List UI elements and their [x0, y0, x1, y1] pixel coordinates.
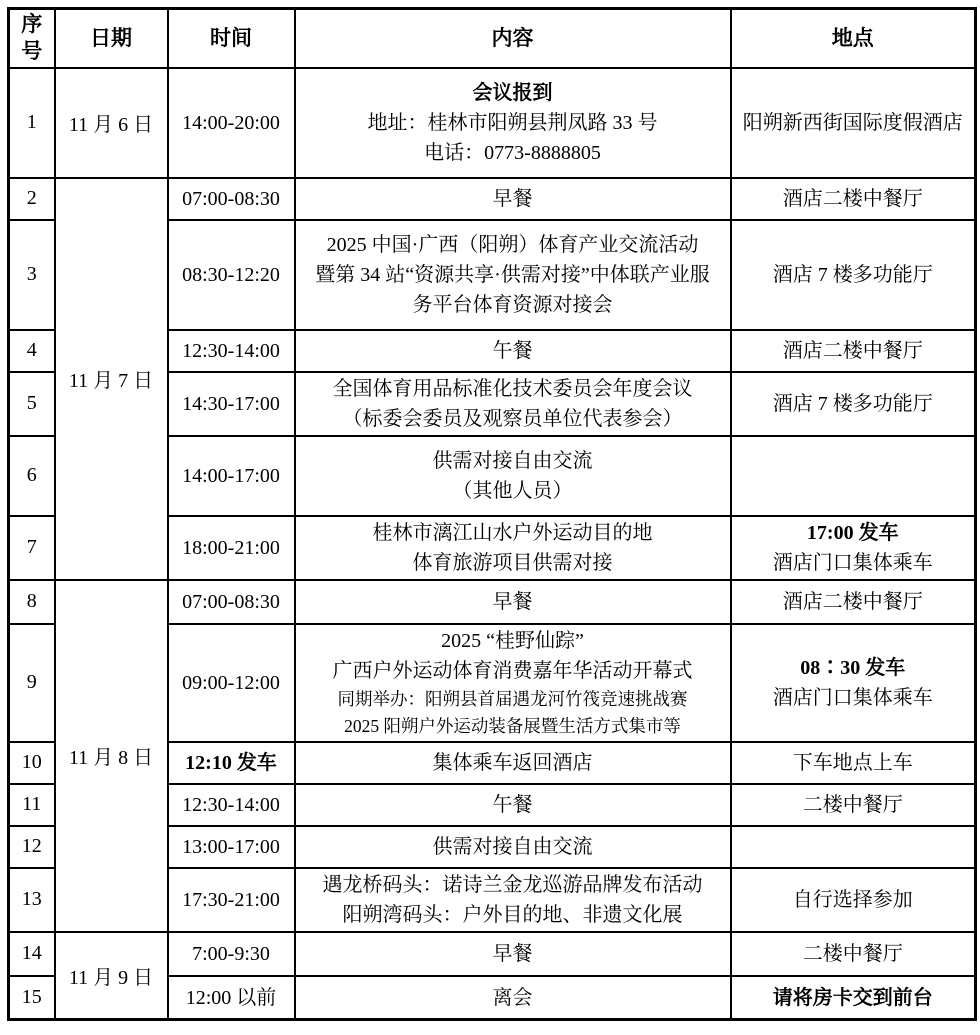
content-cell	[295, 178, 731, 220]
text-line: （标委会委员及观察员单位代表参会）	[342, 407, 683, 430]
seq-cell: 13	[9, 868, 55, 932]
content-cell	[295, 976, 731, 1020]
header-row	[9, 9, 976, 68]
text-line: 早餐	[492, 187, 533, 210]
location-cell	[731, 436, 976, 516]
text-line: 12:00 以前	[185, 986, 277, 1009]
header-seq	[9, 9, 55, 68]
time-cell	[168, 826, 295, 868]
text-line: 13:00-17:00	[182, 835, 280, 858]
schedule-row-14	[9, 932, 976, 976]
text-line: 12:10 发车	[185, 751, 277, 774]
header-text-line: 内容	[491, 25, 534, 50]
time-cell	[168, 976, 295, 1020]
text-line: 酒店二楼中餐厅	[782, 339, 923, 362]
text-line: 集体乘车返回酒店	[432, 751, 593, 774]
seq-cell: 8	[9, 580, 55, 624]
text-line: 酒店二楼中餐厅	[782, 590, 923, 613]
header-text-line: 序	[21, 12, 43, 36]
header-location	[731, 9, 976, 68]
date-cell: 11 月 8 日	[55, 580, 168, 932]
text-line: 同期举办：阳朔县首届遇龙河竹筏竞速挑战赛	[337, 688, 688, 709]
header-text-line: 地点	[831, 25, 874, 50]
text-line: 14:00-20:00	[182, 111, 280, 134]
location-cell	[731, 330, 976, 372]
location-cell	[731, 976, 976, 1020]
location-cell	[731, 68, 976, 178]
text-line: 遇龙桥码头：诺诗兰金龙巡游品牌发布活动	[322, 873, 703, 896]
content-cell	[295, 220, 731, 330]
text-line: 午餐	[492, 793, 533, 816]
seq-cell: 3	[9, 220, 55, 330]
text-line: 14:00-17:00	[182, 464, 280, 487]
location-cell	[731, 516, 976, 580]
header-text-line: 号	[21, 39, 43, 64]
location-cell	[731, 372, 976, 436]
seq-cell: 15	[9, 976, 55, 1020]
time-cell	[168, 580, 295, 624]
content-cell	[295, 516, 731, 580]
text-line: 酒店门口集体乘车	[772, 551, 933, 574]
location-cell	[731, 868, 976, 932]
text-line: 酒店 7 楼多功能厅	[772, 263, 933, 286]
location-cell	[731, 580, 976, 624]
time-cell	[168, 742, 295, 784]
text-line: 酒店 7 楼多功能厅	[772, 392, 933, 415]
time-cell	[168, 932, 295, 976]
text-line: 2025 中国·广西（阳朔）体育产业交流活动	[326, 233, 699, 256]
text-line: 07:00-08:30	[182, 590, 280, 613]
header-text-line: 时间	[210, 25, 252, 50]
date-cell: 11 月 7 日	[55, 178, 168, 580]
text-line: 2025 阳朔户外运动装备展暨生活方式集市等	[344, 715, 681, 736]
time-cell	[168, 624, 295, 742]
content-cell	[295, 624, 731, 742]
location-cell	[731, 784, 976, 826]
content-cell	[295, 436, 731, 516]
time-cell	[168, 436, 295, 516]
text-line: 阳朔湾码头：户外目的地、非遗文化展	[342, 903, 683, 926]
text-line: 14:30-17:00	[182, 392, 280, 415]
content-cell	[295, 330, 731, 372]
content-cell	[295, 784, 731, 826]
text-line: 12:30-14:00	[182, 339, 280, 362]
content-cell	[295, 932, 731, 976]
location-cell	[731, 220, 976, 330]
seq-cell: 12	[9, 826, 55, 868]
seq-cell: 1	[9, 68, 55, 178]
text-line: 08:30-12:20	[182, 263, 280, 286]
content-cell	[295, 742, 731, 784]
text-line: 早餐	[492, 942, 533, 965]
schedule-row-1	[9, 68, 976, 178]
text-line: 08∶30 发车	[800, 656, 906, 679]
text-line: 广西户外运动体育消费嘉年华活动开幕式	[332, 659, 693, 682]
text-line: 二楼中餐厅	[802, 942, 903, 965]
text-line: 早餐	[492, 590, 533, 613]
time-cell	[168, 868, 295, 932]
text-line: 离会	[492, 986, 533, 1009]
text-line: 地址：桂林市阳朔县荆凤路 33 号	[367, 111, 658, 134]
text-line: 18:00-21:00	[182, 536, 280, 559]
text-line: （其他人员）	[452, 479, 573, 502]
content-cell	[295, 826, 731, 868]
text-line: 09:00-12:00	[182, 671, 280, 694]
seq-cell: 11	[9, 784, 55, 826]
seq-cell: 2	[9, 178, 55, 220]
schedule-table-body	[9, 68, 976, 1020]
location-cell	[731, 932, 976, 976]
text-line: 电话：0773-8888805	[424, 141, 601, 164]
text-line: 供需对接自由交流	[432, 835, 593, 858]
text-line: 供需对接自由交流	[432, 449, 593, 472]
location-cell	[731, 742, 976, 784]
text-line: 请将房卡交到前台	[772, 986, 933, 1009]
time-cell	[168, 784, 295, 826]
content-cell	[295, 580, 731, 624]
time-cell	[168, 220, 295, 330]
text-line: 酒店门口集体乘车	[772, 686, 933, 709]
location-cell	[731, 826, 976, 868]
text-line: 二楼中餐厅	[802, 793, 903, 816]
schedule-row-2	[9, 178, 976, 220]
time-cell	[168, 68, 295, 178]
text-line: 自行选择参加	[792, 888, 913, 911]
text-line: 17:00 发车	[806, 521, 899, 544]
location-cell	[731, 178, 976, 220]
time-cell	[168, 372, 295, 436]
text-line: 阳朔新西街国际度假酒店	[742, 111, 963, 134]
schedule-table	[7, 7, 977, 1021]
content-cell	[295, 868, 731, 932]
seq-cell: 10	[9, 742, 55, 784]
time-cell	[168, 178, 295, 220]
text-line: 酒店二楼中餐厅	[782, 187, 923, 210]
header-content	[295, 9, 731, 68]
text-line: 下车地点上车	[792, 751, 913, 774]
text-line: 7:00-9:30	[192, 942, 270, 965]
text-line: 2025 “桂野仙踪”	[441, 629, 584, 652]
text-line: 12:30-14:00	[182, 793, 280, 816]
text-line: 暨第 34 站“资源共享·供需对接”中体联产业服	[315, 263, 710, 286]
seq-cell: 7	[9, 516, 55, 580]
text-line: 桂林市漓江山水户外运动目的地	[372, 521, 653, 544]
header-time	[168, 9, 295, 68]
seq-cell: 4	[9, 330, 55, 372]
header-text-line: 日期	[90, 25, 132, 50]
header-date	[55, 9, 168, 68]
location-cell	[731, 624, 976, 742]
date-cell: 11 月 9 日	[55, 932, 168, 1020]
seq-cell: 14	[9, 932, 55, 976]
text-line: 体育旅游项目供需对接	[412, 551, 613, 574]
schedule-row-8	[9, 580, 976, 624]
content-cell	[295, 68, 731, 178]
time-cell	[168, 516, 295, 580]
time-cell	[168, 330, 295, 372]
text-line: 07:00-08:30	[182, 187, 280, 210]
text-line: 全国体育用品标准化技术委员会年度会议	[332, 377, 693, 400]
text-line: 17:30-21:00	[182, 888, 280, 911]
seq-cell: 5	[9, 372, 55, 436]
text-line: 会议报到	[472, 81, 553, 104]
seq-cell: 9	[9, 624, 55, 742]
schedule-table-head	[9, 9, 976, 68]
content-cell	[295, 372, 731, 436]
seq-cell: 6	[9, 436, 55, 516]
text-line: 务平台体育资源对接会	[412, 293, 613, 316]
text-line: 午餐	[492, 339, 533, 362]
date-cell: 11 月 6 日	[55, 68, 168, 178]
